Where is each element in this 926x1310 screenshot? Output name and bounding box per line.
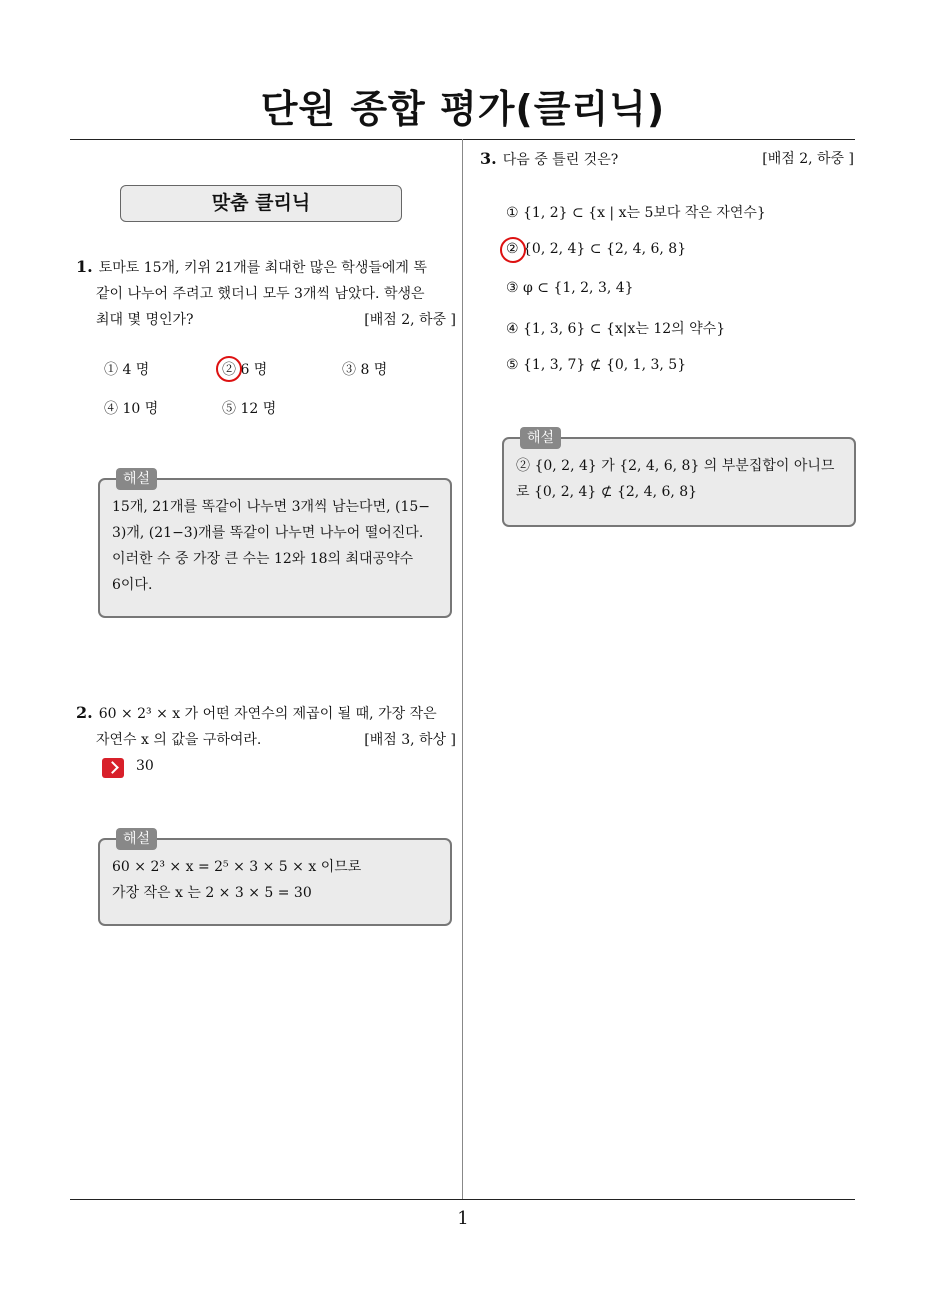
question-1 xyxy=(76,254,456,333)
answer-arrow-icon xyxy=(102,758,124,778)
q1-choice-2[interactable]: ② 6 명 xyxy=(222,362,268,378)
q2-solution-box xyxy=(98,831,452,926)
question-3-number: 3. xyxy=(480,149,497,168)
q1-solution-line-4: 6이다. xyxy=(112,577,153,593)
q2-answer: 30 xyxy=(136,758,154,774)
question-1-text-3: 최대 몇 명인가? xyxy=(96,312,194,328)
q1-choice-1[interactable]: ① 4 명 xyxy=(104,362,150,378)
q1-solution-line-1: 15개, 21개를 똑같이 나누면 3개씩 남는다면, (15− xyxy=(112,499,431,515)
q3-choice-1[interactable]: ① {1, 2} ⊂ {x | x는 5보다 작은 자연수} xyxy=(506,205,766,221)
question-1-line-1 xyxy=(76,254,456,281)
q1-choice-3[interactable]: ③ 8 명 xyxy=(342,362,388,378)
q3-choice-5[interactable]: ⑤ {1, 3, 7} ⊄ {0, 1, 3, 5} xyxy=(506,357,687,373)
question-2-text-1: 60 × 2³ × x 가 어떤 자연수의 제곱이 될 때, 가장 작은 xyxy=(98,706,437,722)
q3-solution-line-2: 로 {0, 2, 4} ⊄ {2, 4, 6, 8} xyxy=(516,484,698,500)
question-1-number: 1. xyxy=(76,257,93,276)
page-number: 1 xyxy=(457,1208,469,1229)
q2-solution-line-1: 60 × 2³ × x = 2⁵ × 3 × 5 × x 이므로 xyxy=(112,859,362,875)
q1-solution-tag: 해설 xyxy=(116,468,157,490)
q1-solution-line-2: 3)개, (21−3)개를 똑같이 나누면 나누어 떨어진다. xyxy=(112,525,424,541)
q2-solution-line-2: 가장 작은 x 는 2 × 3 × 5 = 30 xyxy=(112,885,312,901)
q1-choice-5[interactable]: ⑤ 12 명 xyxy=(222,401,277,417)
q3-solution-tag: 해설 xyxy=(520,427,561,449)
question-3-line-1 xyxy=(480,146,854,173)
question-2-line-1 xyxy=(76,700,456,727)
question-1-text-1: 토마토 15개, 키위 21개를 최대한 많은 학생들에게 똑 xyxy=(98,260,427,276)
question-1-line-3 xyxy=(76,307,456,333)
q3-solution-line-1: ② {0, 2, 4} 가 {2, 4, 6, 8} 의 부분집합이 아니므 xyxy=(516,458,835,474)
q1-solution-box xyxy=(98,471,452,618)
q2-solution-tag: 해설 xyxy=(116,828,157,850)
q3-choice-2[interactable]: ② {0, 2, 4} ⊂ {2, 4, 6, 8} xyxy=(506,241,687,257)
question-1-points: [배점 2, 하중 ] xyxy=(364,312,456,328)
q3-solution-box xyxy=(502,430,856,527)
question-1-line-2: 같이 나누어 주려고 했더니 모두 3개씩 남았다. 학생은 xyxy=(96,286,425,302)
q1-selected-mark xyxy=(216,356,242,382)
q3-choice-4[interactable]: ④ {1, 3, 6} ⊂ {x|x는 12의 약수} xyxy=(506,321,726,337)
section-heading: 맞춤 클리닉 xyxy=(120,185,402,222)
page-title: 단원 종합 평가(클리닉) xyxy=(260,87,666,131)
q1-choice-4[interactable]: ④ 10 명 xyxy=(104,401,159,417)
bottom-rule xyxy=(70,1199,855,1200)
question-3 xyxy=(480,146,854,173)
question-2-line-2 xyxy=(76,727,456,753)
column-divider xyxy=(462,139,463,1200)
q3-choice-3[interactable]: ③ φ ⊂ {1, 2, 3, 4} xyxy=(506,280,634,296)
question-3-points: [배점 2, 하중 ] xyxy=(762,151,854,167)
question-2-points: [배점 3, 하상 ] xyxy=(364,732,456,748)
q3-selected-mark xyxy=(500,237,526,263)
question-2-number: 2. xyxy=(76,703,93,722)
question-2-text-2: 자연수 x 의 값을 구하여라. xyxy=(96,732,262,748)
question-3-text-1: 다음 중 틀린 것은? xyxy=(502,152,619,168)
question-2 xyxy=(76,700,456,753)
q1-solution-line-3: 이러한 수 중 가장 큰 수는 12와 18의 최대공약수 xyxy=(112,551,414,567)
